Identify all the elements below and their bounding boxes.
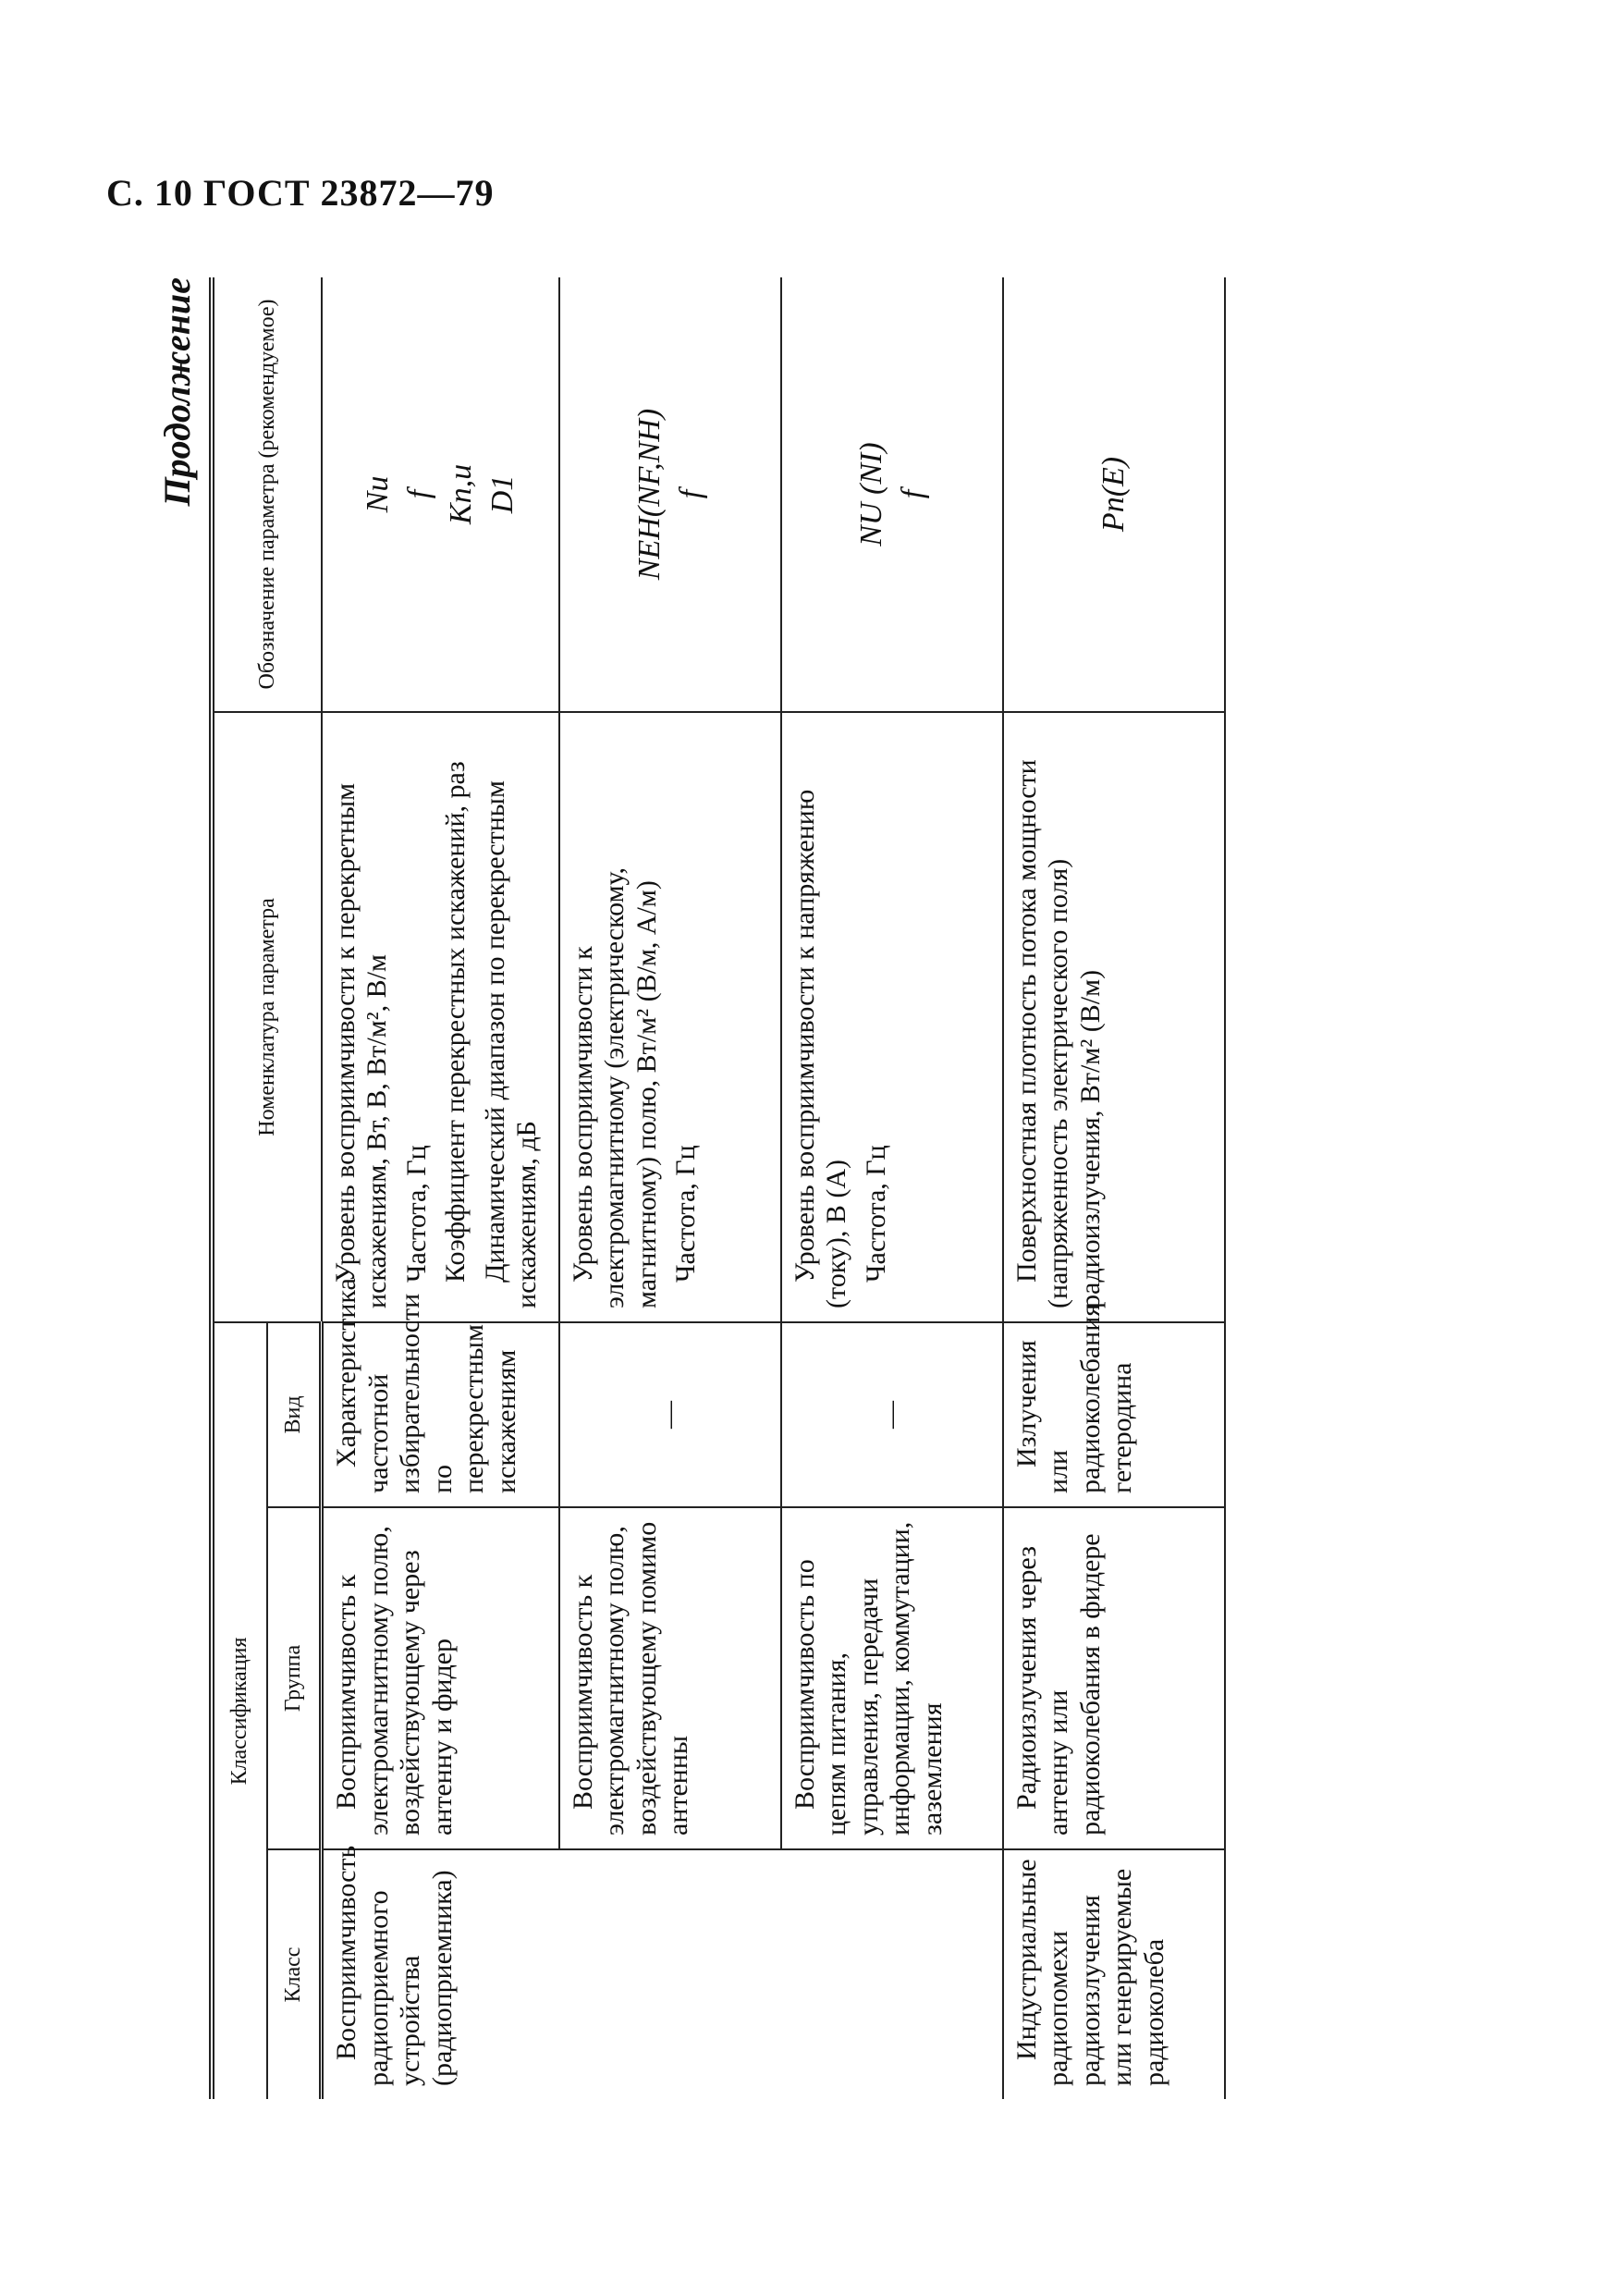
cell-params [559,712,781,1322]
cell-kind: Излучения или радиоколебания гетеродина [1003,1322,1225,1507]
page-header: С. 10 ГОСТ 23872—79 [106,172,495,214]
param-text: Коэффициент перекрестных искажений, раз [440,761,471,1283]
param-symbol: NU (NI) [853,442,888,546]
cell-symbols [559,277,781,712]
param-symbol: f [895,489,930,499]
cell-symbols [781,277,1003,712]
cell-kind: — [781,1322,1003,1507]
param-text: Частота, Гц [400,1145,432,1283]
header-classification: Классификация [212,1322,267,2099]
param-text: Частота, Гц [670,1145,702,1283]
param-symbol: D1 [485,474,520,514]
param-symbol: NEH(NF,NH) [631,408,667,581]
param-symbol: Kп,и [444,463,479,525]
table-row [1003,277,1225,2099]
param-text: Уровень восприимчивости к электромагнитному (электрическому, магнитному) полю, Вт/м² (В/м, А/м) [567,866,662,1308]
table-row [559,277,781,2099]
param-text: Частота, Гц [860,1145,891,1283]
header-nomenclature: Номенклатура параметра [212,712,322,1322]
continuation-label: Продолжение [156,277,198,507]
cell-params [1003,712,1225,1322]
param-text: Динамический диапазон по перекрестным искажениям, дБ [479,780,543,1308]
cell-group: Восприимчивость к электромагнитному полю, воздействующему через антенну и фидер [322,1507,559,1849]
param-text: Уровень восприимчивости к перекретным искажениям, Вт, В, Вт/м², В/м [329,782,393,1308]
param-text: Поверхностная плотность потока мощности (напряженность электрического поля) радиоизлучения, Вт/м² (В/м) [1010,759,1106,1308]
cell-kind: Характеристика частотной избирательности по перекрестным искажениям [322,1322,559,1507]
header-group: Группа [267,1507,322,1849]
parameters-table [209,277,1226,2099]
param-symbol: Pп(E) [1096,456,1132,533]
cell-group: Радиоизлучения через антенну или радиоколебания в фидере [1003,1507,1225,1849]
table-row [322,277,559,2099]
param-symbol: f [673,489,708,499]
param-symbol: f [402,489,437,499]
rotated-table-block [156,277,1440,2099]
cell-class: Индустриальные радиопомехи радиоизлучения или генерируемые радиоколеба [1003,1849,1225,2099]
header-kind: Вид [267,1322,322,1507]
cell-params [322,712,559,1322]
cell-group: Восприимчивость к электромагнитному полю, воздействующему помимо антенны [559,1507,781,1849]
cell-kind: — [559,1322,781,1507]
cell-class: Восприимчивость радиоприемного устройства (радиоприемника) [322,1849,1003,2099]
header-designation: Обозначение параметра (рекомендуемое) [212,277,322,712]
param-symbol: Nи [361,475,395,513]
cell-symbols [322,277,559,712]
param-text: Уровень восприимчивости к напряжению (току), В (А) [789,789,852,1308]
table-row [781,277,1003,2099]
cell-group: Восприимчивость по цепям питания, управления, передачи информации, коммутации, заземления [781,1507,1003,1849]
header-class: Класс [267,1849,322,2099]
cell-params [781,712,1003,1322]
cell-symbols [1003,277,1225,712]
